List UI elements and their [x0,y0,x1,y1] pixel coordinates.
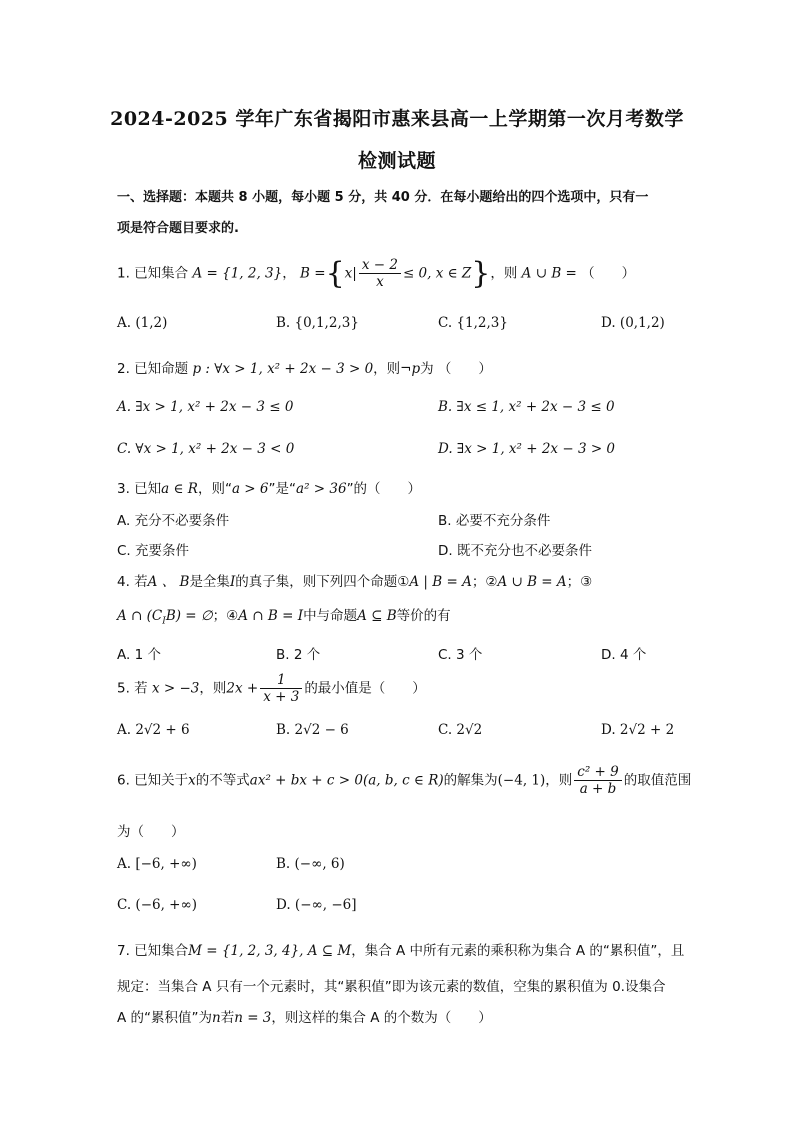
q6-option-b[interactable]: B. (−∞, 6) [276,856,345,872]
q1-right-brace: } [471,256,491,291]
q6-frac-numerator: c² + 9 [574,764,621,781]
question-7-line1 [117,939,684,959]
q1-set-b-cond: ≤ 0, x ∈ Z [402,265,472,282]
q2-option-d[interactable]: D. ∃x > 1, x² + 2x − 3 > 0 [438,441,616,457]
q1-frac-numerator: x − 2 [359,257,401,274]
question-2-stem [117,357,492,377]
q4-prefix: 4. 若 [117,574,148,590]
q6-option-d[interactable]: D. (−∞, −6] [276,897,357,913]
exam-title-line1: 2024-2025 学年广东省揭阳市惠来县高一上学期第一次月考数学 [110,108,684,130]
question-7-line2: 规定：当集合 A 只有一个元素时，其“累积值”即为该元素的数值，空集的累积值为 0.设集合 [117,979,666,995]
q4-i: I [229,574,236,590]
q5-expr: 2x + [226,680,259,697]
q6-option-c[interactable]: C. (−6, +∞) [117,897,198,913]
q1-option-a[interactable]: A. (1,2) [117,315,168,331]
q1-set-b-left: B = [300,265,326,282]
q6-prefix: 6. 已知关于 [117,772,189,789]
q1-suffix: ，则 [490,265,518,282]
q5-fraction [260,672,302,705]
q1-left-brace: { [325,256,345,291]
q6-mid: 的不等式 [195,772,250,789]
question-4-line1 [117,570,592,590]
q6-fraction [574,764,621,797]
q5-mid: ，则 [199,680,227,697]
q3-cond1: a > 6 [231,481,269,497]
q6-mid3: ，则 [545,772,573,789]
q3-option-d[interactable]: D. 既不充分也不必要条件 [438,543,592,559]
q7-n: n [212,1010,221,1026]
q2-option-c[interactable]: C. ∀x > 1, x² + 2x − 3 < 0 [117,441,295,457]
section-heading-line2: 项是符合题目要求的. [117,221,239,236]
q3-option-b[interactable]: B. 必要不充分条件 [438,513,551,529]
question-6-line1 [117,764,691,797]
q7-set-m: M = {1, 2, 3, 4}, A ⊆ M [188,943,352,959]
q4-ab: A 、 B [147,574,190,590]
q6-mid2: 的解集为 [443,772,498,789]
q5-cond: x > −3 [151,680,200,697]
q5-option-a[interactable]: A. 2√2 + 6 [117,722,190,738]
q1-prefix: 1. 已知集合 [117,265,189,282]
q4-prop2: A ∪ B = A [497,574,567,590]
q6-end: 的取值范围 [623,772,692,789]
q4-mid: 是全集 [189,574,230,590]
q4-sep1: ；② [471,574,498,590]
q2-mid: ，则 [373,361,401,377]
q7-line3-prefix: A 的“累积值”为 [117,1010,213,1026]
q5-frac-numerator: 1 [260,672,302,689]
q4-subset: A ⊆ B [357,608,397,624]
q1-union: A ∪ B = [521,265,577,282]
q1-option-b[interactable]: B. {0,1,2,3} [276,315,359,331]
q1-option-c[interactable]: C. {1,2,3} [438,315,508,331]
q4-option-b[interactable]: B. 2 个 [276,647,321,663]
q4-option-a[interactable]: A. 1 个 [117,647,161,663]
q2-prefix: 2. 已知命题 [117,361,189,377]
q6-interval: (−4, 1) [497,772,546,789]
q5-option-d[interactable]: D. 2√2 + 2 [601,722,675,738]
q4-prop4: A ∩ B = I [238,608,304,624]
q1-paren: （ ） [581,265,636,282]
q7-prefix: 7. 已知集合 [117,943,189,959]
q1-frac-denominator: x [376,274,384,290]
q4-prop3-end: B) = ∅ [165,608,213,624]
q3-option-c[interactable]: C. 充要条件 [117,543,190,559]
q5-frac-denominator: x + 3 [263,689,300,705]
q4-option-d[interactable]: D. 4 个 [601,647,647,663]
question-1-stem: 1. 已知集合 A = {1, 2, 3}， B ={x| $\frac{x - 2}{x}$ ≤ 0, x ∈ Z}，则 A ∪ B = （ ） [117,256,636,291]
exam-title-line2: 检测试题 [357,150,436,172]
q4-prop1: A | B = A [409,574,472,590]
q5-end: 的最小值是（ ） [304,680,426,697]
q1-fraction [359,257,401,290]
q3-mid2: ”是“ [268,481,297,497]
q2-formula: p : ∀x > 1, x² + 2x − 3 > 0 [192,361,374,377]
q3-option-a[interactable]: A. 充分不必要条件 [117,513,230,529]
q7-line3-mid: 若 [220,1010,235,1026]
q4-line2-end: 等价的有 [396,608,451,624]
q3-mid1: ，则“ [197,481,232,497]
q6-option-a[interactable]: A. [−6, +∞) [117,856,197,872]
question-3-stem [117,477,421,497]
q1-set-a: A = {1, 2, 3} [192,265,283,282]
q3-a-in-r: a ∈ R [161,481,198,497]
q2-suffix: 为 （ ） [420,361,492,377]
q3-cond2: a² > 36 [296,481,347,497]
q5-option-b[interactable]: B. 2√2 − 6 [276,722,349,738]
section-heading-line1: 一、选择题：本题共 8 小题，每小题 5 分，共 40 分．在每小题给出的四个选项中，只有一 [117,190,649,205]
q7-line3-end: ，则这样的集合 A 的个数为（ ） [271,1010,492,1026]
q7-n-equals-3: n = 3 [234,1010,272,1026]
q6-frac-denominator: a + b [579,781,617,797]
q3-end: ”的（ ） [346,481,422,497]
q4-prop3-sub: I [162,616,166,627]
q4-line2-mid: 中与命题 [303,608,358,624]
q4-mid2: 的真子集，则下列四个命题① [235,574,410,590]
q6-inequality: ax² + bx + c > 0(a, b, c ∈ R) [249,772,444,789]
q5-prefix: 5. 若 [117,680,148,697]
question-5-stem [117,672,426,705]
q4-option-c[interactable]: C. 3 个 [438,647,483,663]
q2-negation: ¬p [400,361,421,377]
q2-option-b[interactable]: B. ∃x ≤ 1, x² + 2x − 3 ≤ 0 [438,399,615,415]
question-6-line2: 为（ ） [117,824,185,840]
q1-option-d[interactable]: D. (0,1,2) [601,315,665,331]
q1-set-b-var: x| [344,265,357,282]
q7-line1-end: ，集合 A 中所有元素的乘积称为集合 A 的“累积值”，且 [351,943,685,959]
q4-sep3: ；④ [212,608,239,624]
q6-x: x [188,772,196,789]
q4-prop3: A ∩ (C [117,608,163,624]
question-4-line2 [117,604,451,627]
q5-option-c[interactable]: C. 2√2 [438,722,483,738]
q2-option-a[interactable]: A. ∃x > 1, x² + 2x − 3 ≤ 0 [117,399,294,415]
question-7-line3 [117,1006,492,1026]
q3-prefix: 3. 已知 [117,481,162,497]
q4-sep2: ；③ [566,574,593,590]
